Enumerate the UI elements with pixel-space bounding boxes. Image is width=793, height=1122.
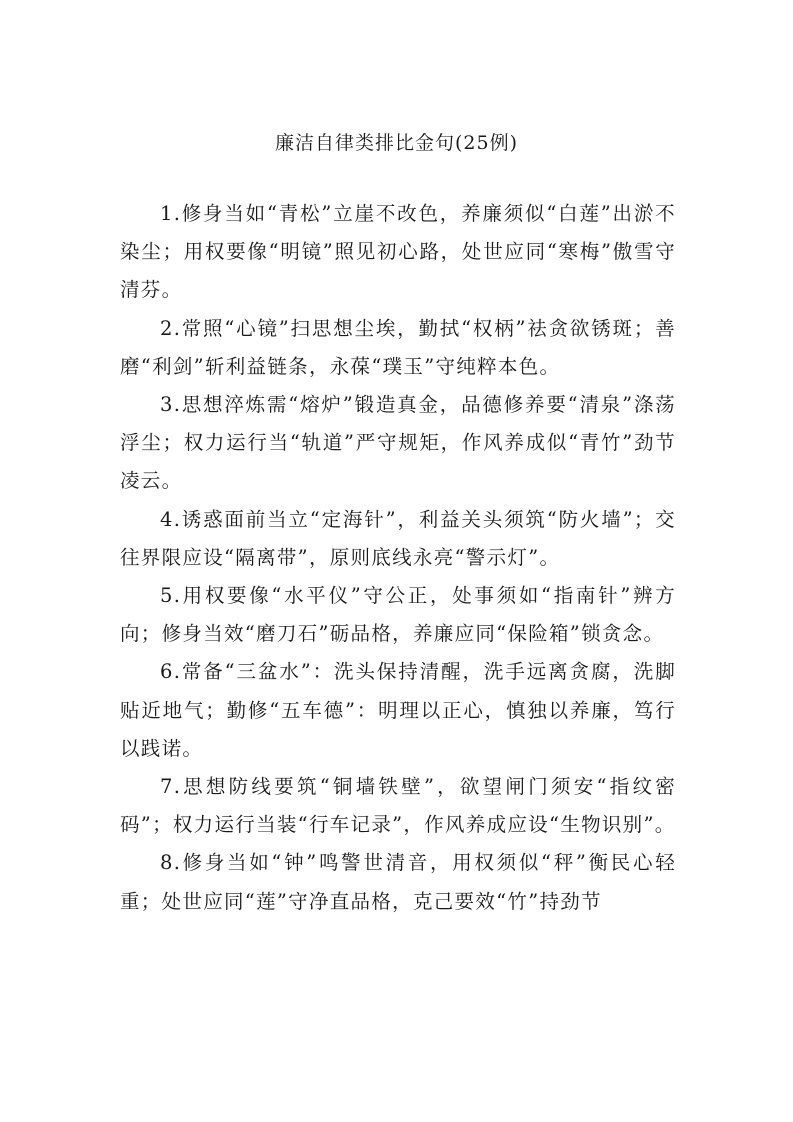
document-title: 廉洁自律类排比金句(25例) [274, 132, 518, 154]
paragraph-1: 1.修身当如“青松”立崖不改色，养廉须似“白莲”出淤不染尘；用权要像“明镜”照见初心路，处世应同“寒梅”傲雪守清芬。 [120, 202, 676, 302]
paragraph-4: 4.诱惑面前当立“定海针”，利益关头须筑“防火墙”；交往界限应设“隔离带”，原则底线永亮“警示灯”。 [120, 507, 676, 569]
paragraph-3: 3.思想淬炼需“熔炉”锻造真金，品德修养要“清泉”涤荡浮尘；权力运行当“轨道”严守规矩，作风养成似“青竹”劲节凌云。 [120, 393, 676, 493]
paragraph-8: 8.修身当如“钟”鸣警世清音，用权须似“秤”衡民心轻重；处世应同“莲”守净直品格，克己要效“竹”持劲节 [120, 851, 676, 913]
paragraph-6: 6.常备“三盆水”：洗头保持清醒，洗手远离贪腐，洗脚贴近地气；勤修“五车德”：明理以正心，慎独以养廉，笃行以践诺。 [120, 660, 676, 760]
document-body [120, 195, 676, 921]
paragraph-2: 2.常照“心镜”扫思想尘埃，勤拭“权柄”祛贪欲锈斑；善磨“利剑”斩利益链条，永葆“璞玉”守纯粹本色。 [120, 316, 676, 378]
paragraph-7: 7.思想防线要筑“铜墙铁壁”，欲望闸门须安“指纹密码”；权力运行当装“行车记录”，作风养成应设“生物识别”。 [120, 775, 676, 837]
paragraph-5: 5.用权要像“水平仪”守公正，处事须如“指南针”辨方向；修身当效“磨刀石”砺品格，养廉应同“保险箱”锁贪念。 [120, 584, 676, 646]
